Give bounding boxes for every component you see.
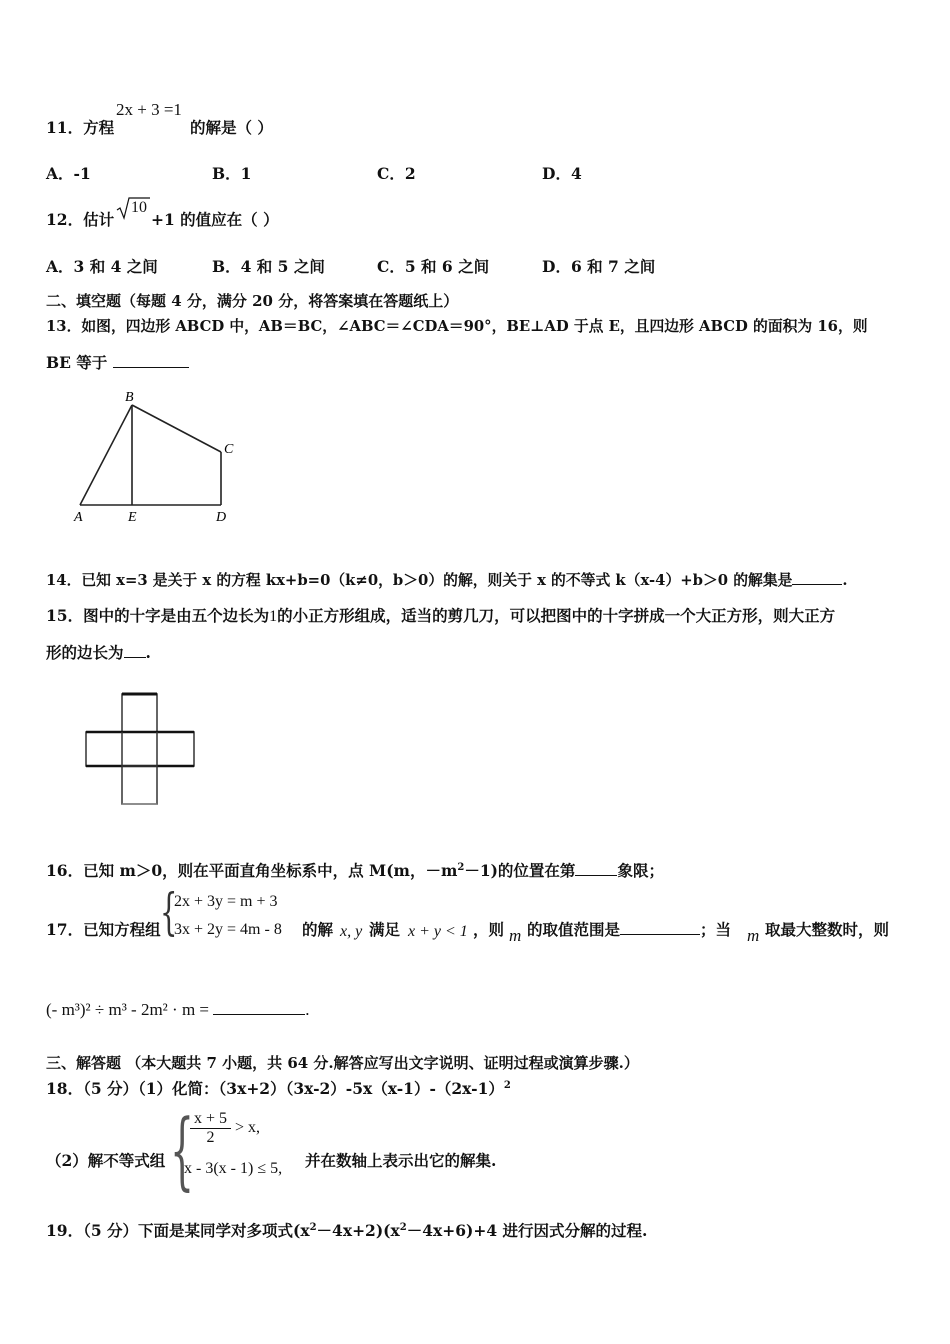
q19-text	[46, 1219, 647, 1241]
q18-fraction-denominator: 2	[206, 1129, 215, 1146]
q15-line2	[46, 641, 151, 663]
q17-var-m-1: m	[509, 926, 522, 945]
q18-part2-label: （2）解不等式组	[46, 1151, 166, 1170]
q19-exponent-1: 2	[309, 1221, 317, 1233]
q17-text-1: 的解	[302, 920, 334, 939]
q11-number: 11．方程	[46, 118, 115, 137]
q15-line2-text: 形的边长为	[46, 643, 124, 662]
q13-answer-blank	[113, 353, 189, 368]
q17-expression-text: (- m³)² ÷ m³ - 2m² · m =	[46, 1000, 210, 1019]
q18-left-brace: {	[170, 1101, 195, 1199]
q12-option-a: A．3 和 4 之间	[46, 257, 158, 276]
q17-left-brace: {	[160, 883, 178, 941]
q16-stem: 16．已知 m＞0，则在平面直角坐标系中，点 M(m，－m	[46, 861, 458, 880]
q11-option-c: C．2	[377, 164, 416, 183]
q14-stem: 14．已知 x=3 是关于 x 的方程 kx+b=0（k≠0，b＞0）的解，则关于 x 的不等式 k（x-4）+b＞0 的解集是	[46, 572, 793, 589]
q17-label: 17．已知方程组	[46, 920, 161, 939]
q15-line1-b: 的小正方形组成，适当的剪几刀，可以把图中的十字拼成一个大正方形，则大正方	[277, 606, 836, 625]
q16-exponent: 2	[457, 861, 465, 873]
q12-radicand: 10	[131, 199, 147, 216]
q18-inequality-2: x - 3(x - 1) ≤ 5,	[184, 1160, 283, 1177]
q17-equation-1: 2x + 3y = m + 3	[174, 893, 278, 910]
q18-inequality-1-tail: > x,	[235, 1119, 261, 1137]
q14-period: .	[842, 572, 848, 589]
q17-text-4: 的取值范围是	[527, 920, 621, 939]
q18-tail: 并在数轴上表示出它的解集.	[305, 1151, 497, 1170]
q13-line1: 13．如图，四边形 ABCD 中，AB＝BC，∠ABC＝∠CDA＝90°，BE⊥AD 于点 E，且四边形 ABCD 的面积为 16，则	[46, 318, 868, 335]
q14-text	[46, 569, 848, 590]
q17-range-blank	[620, 920, 700, 935]
q17-expression-blank	[213, 1000, 305, 1015]
q16-end: 象限；	[617, 861, 664, 880]
q14-answer-blank	[792, 570, 842, 585]
q15-cross-figure	[80, 684, 204, 810]
q17-text-6: 取最大整数时，则	[765, 920, 890, 939]
q17-text-5: ；当	[700, 920, 732, 939]
q16-text	[46, 859, 664, 881]
q11-option-d: D．4	[542, 164, 582, 183]
figure-label-c: C	[224, 442, 234, 457]
q17-range-prompt	[527, 918, 731, 940]
q13-line2	[46, 351, 189, 373]
q18-part1: 18．（5 分）（1）化简：（3x+2）（3x-2）-5x（x-1）-（2x-1）	[46, 1079, 504, 1098]
q12-option-c: C．5 和 6 之间	[377, 257, 490, 276]
q17-text-3: ，则	[473, 920, 505, 939]
q17-text-2: 满足	[369, 920, 401, 939]
q11-stem	[46, 116, 114, 138]
q19-exponent-2: 2	[399, 1221, 407, 1233]
section-2-heading: 二、填空题（每题 4 分，满分 20 分，将答案填在答题纸上）	[46, 292, 459, 310]
q12-number: 12．估计	[46, 210, 115, 229]
q17-vars: x, y	[340, 923, 363, 940]
q15-period: .	[145, 643, 151, 662]
q17-condition: x + y < 1	[408, 923, 468, 940]
figure-label-b: B	[125, 390, 134, 405]
q11-equation: 2x + 3 =1	[116, 100, 182, 119]
q15-number-one: 1	[269, 608, 278, 625]
q17-expression	[46, 1000, 310, 1020]
figure-label-d: D	[216, 510, 227, 525]
figure-label-e: E	[128, 510, 137, 525]
q19-part-a: 19．（5 分）下面是某同学对多项式(x	[46, 1221, 310, 1240]
q12-option-d: D．6 和 7 之间	[542, 257, 656, 276]
q18-line1	[46, 1077, 511, 1099]
q15-line1	[46, 604, 835, 626]
q16-stem-2: －1)的位置在第	[464, 861, 576, 880]
q17-equation-2: 3x + 2y = 4m - 8	[174, 921, 282, 938]
q16-answer-blank	[575, 861, 617, 876]
section-3-heading: 三、解答题 （本大题共 7 小题，共 64 分.解答应写出文字说明、证明过程或演算步骤.）	[46, 1054, 639, 1072]
q11-option-a: A．-1	[46, 164, 91, 183]
q17-expression-period: .	[305, 1000, 310, 1019]
q11-option-b: B．1	[212, 164, 252, 183]
q18-part1-exponent: 2	[503, 1079, 511, 1091]
q15-line1-a: 15．图中的十字是由五个边长为	[46, 606, 270, 625]
q13-quadrilateral-figure	[70, 385, 250, 530]
q11-tail: 的解是（ ）	[190, 118, 273, 137]
q19-part-c: －4x+6)+4 进行因式分解的过程.	[406, 1221, 648, 1240]
q18-inequality-1	[190, 1110, 260, 1147]
q15-answer-blank	[124, 643, 146, 658]
figure-label-a: A	[74, 510, 83, 525]
q12-option-b: B．4 和 5 之间	[212, 257, 325, 276]
q12-tail: +1 的值应在（ ）	[151, 210, 279, 229]
q19-part-b: －4x+2)(x	[316, 1221, 400, 1240]
q17-var-m-2: m	[747, 926, 760, 945]
q18-fraction	[190, 1110, 231, 1147]
q13-be-label: BE 等于	[46, 353, 108, 372]
q18-fraction-numerator: x + 5	[190, 1110, 231, 1129]
